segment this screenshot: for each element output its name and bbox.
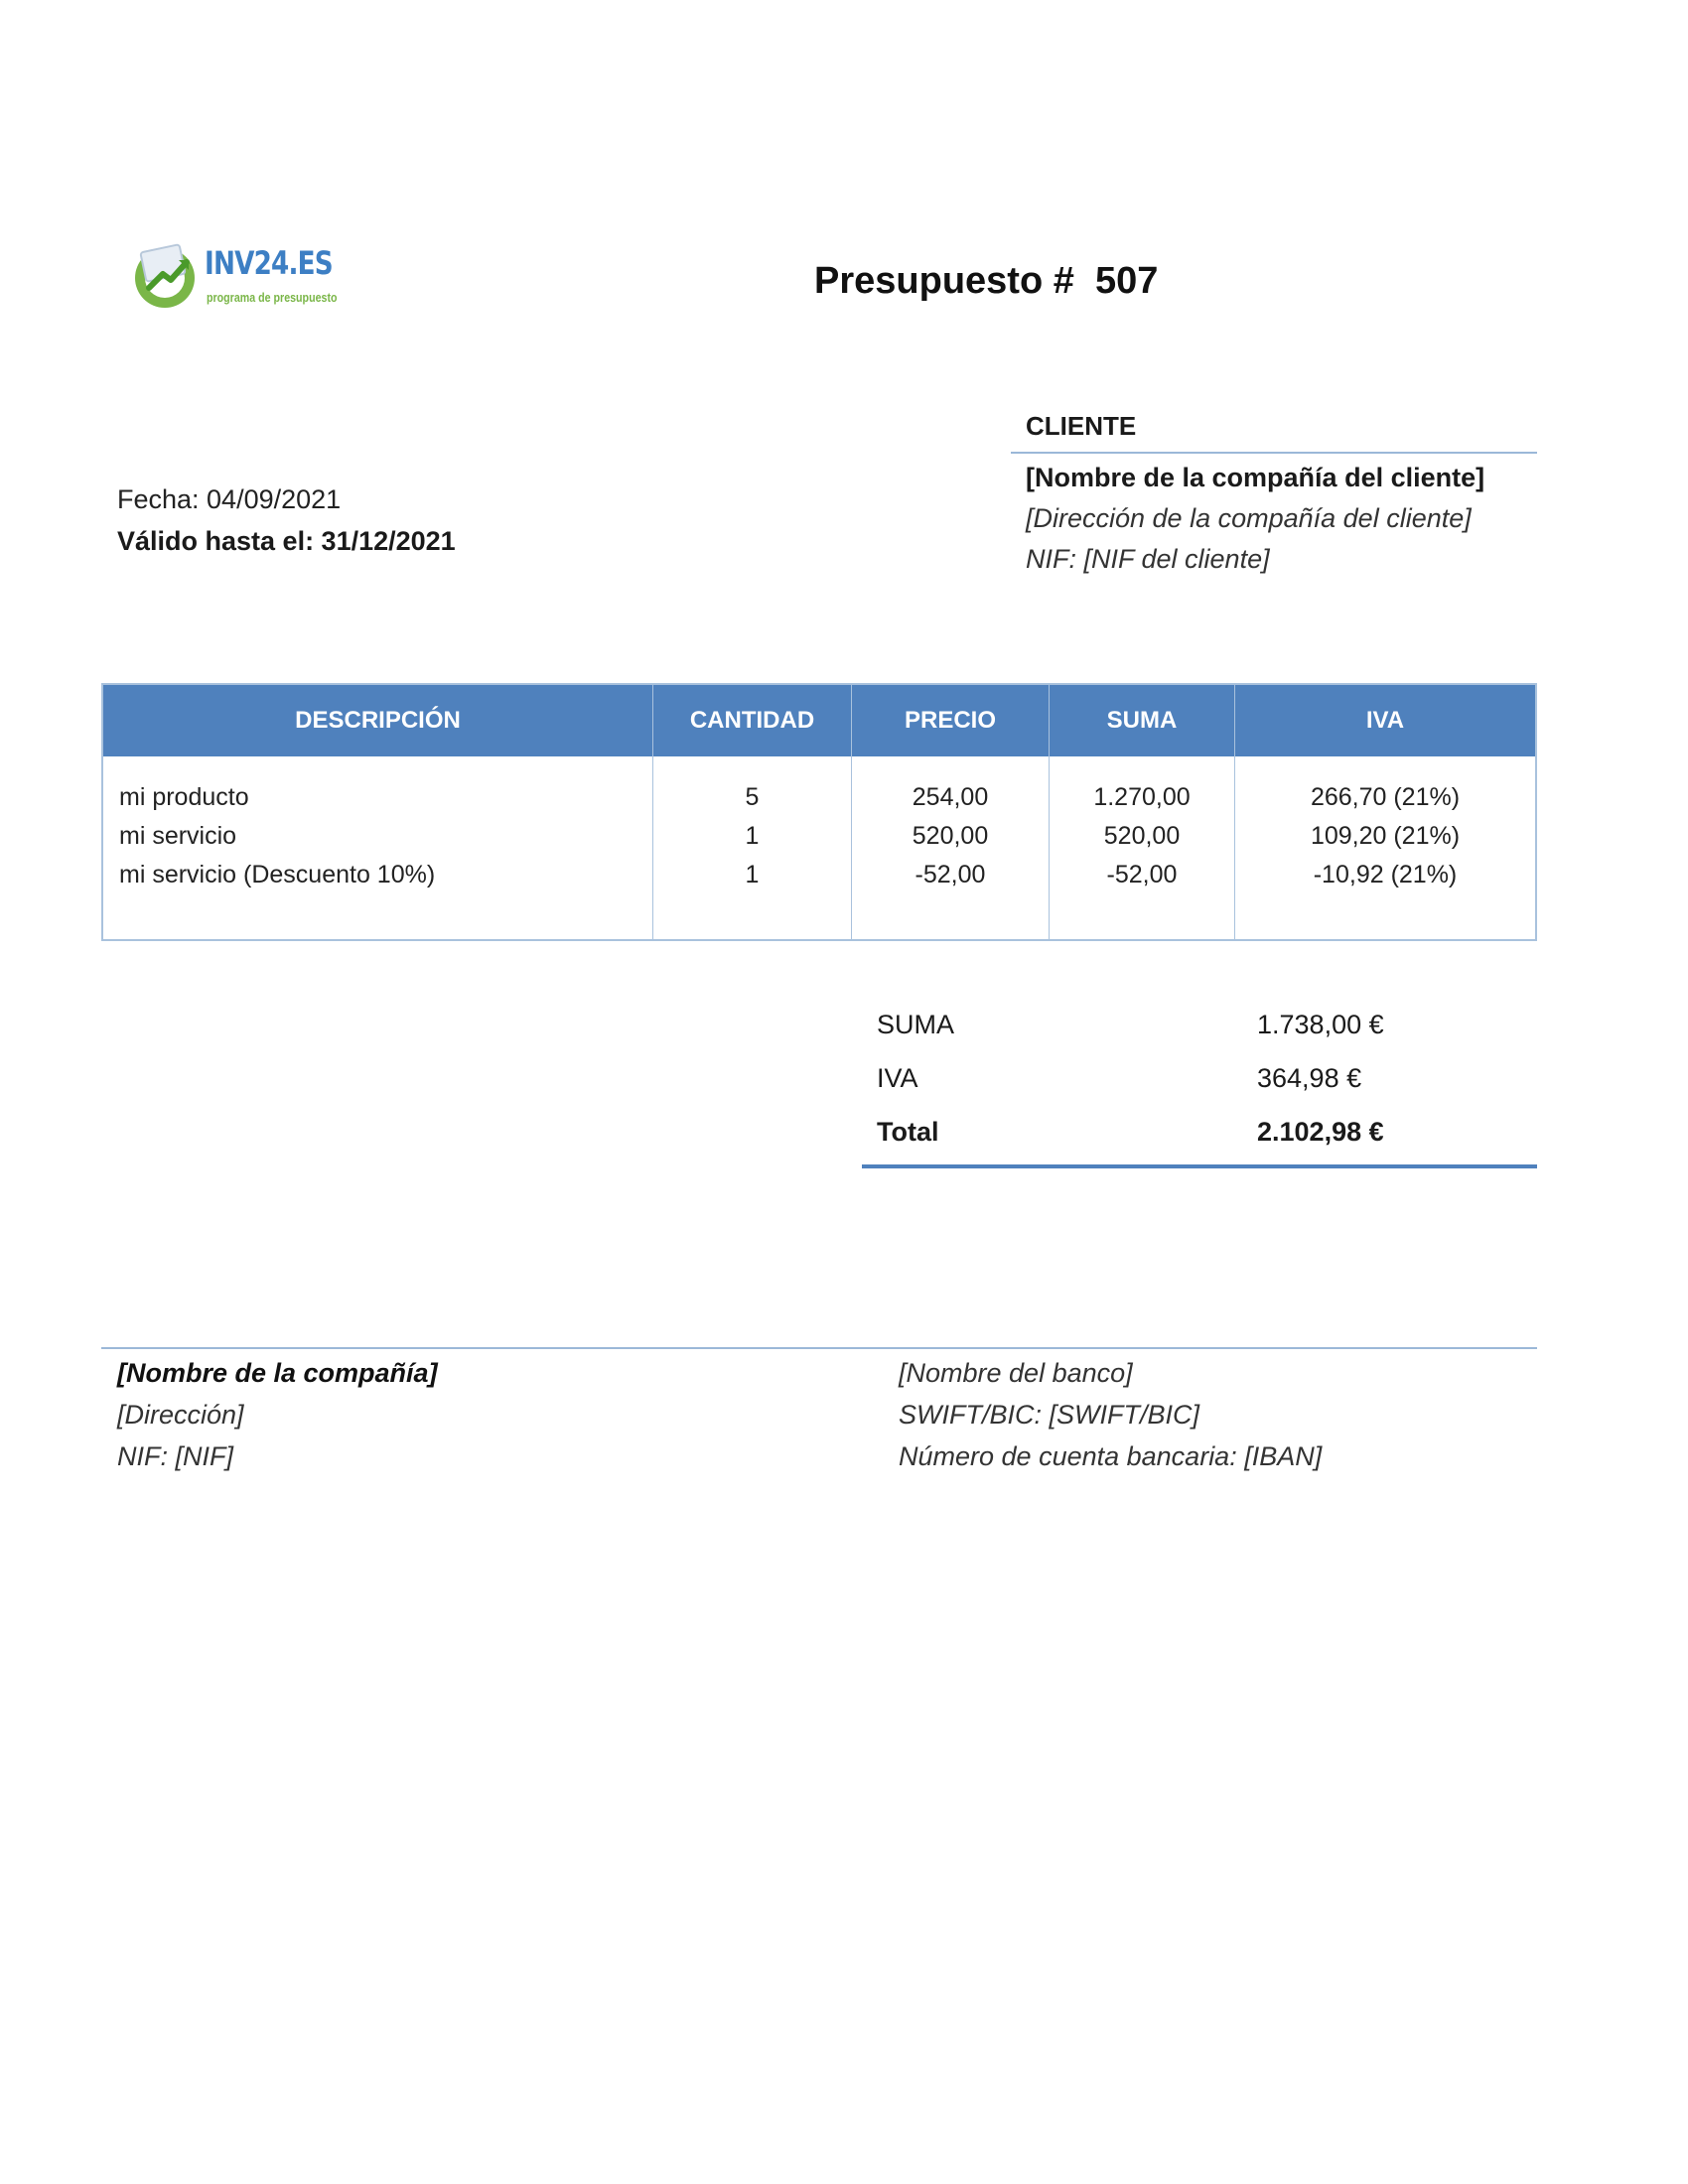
subtotal-value: 1.738,00 € [1257, 1010, 1384, 1039]
total-underline [862, 1164, 1537, 1168]
column-header-price: PRECIO [852, 685, 1050, 756]
quantity-column [653, 756, 852, 939]
vat-total-label: IVA [877, 1063, 918, 1093]
vat-total-value: 364,98 € [1257, 1063, 1362, 1093]
grand-total-value: 2.102,98 € [1257, 1117, 1384, 1147]
vat-total-row [862, 1051, 1537, 1105]
column-header-sum: SUMA [1050, 685, 1235, 756]
item-vat: -10,92 (21%) [1313, 861, 1458, 888]
item-vat: 109,20 (21%) [1310, 822, 1461, 850]
logo-emblem-icon [129, 238, 201, 310]
subtotal-row [862, 998, 1537, 1051]
company-logo [129, 238, 357, 318]
client-company-address: [Dirección de la compañía del cliente] [1026, 503, 1472, 533]
vat-column [1235, 756, 1535, 939]
column-header-description: DESCRIPCIÓN [103, 685, 653, 756]
item-vat: 266,70 (21%) [1310, 783, 1461, 811]
item-price: 254,00 [912, 783, 989, 811]
price-column [852, 756, 1050, 939]
column-header-quantity: CANTIDAD [653, 685, 852, 756]
valid-until-date: Válido hasta el: 31/12/2021 [117, 526, 456, 556]
items-table-header [103, 685, 1535, 756]
item-price: -52,00 [914, 861, 986, 888]
footer-company-name: [Nombre de la compañía] [117, 1358, 438, 1388]
item-quantity: 1 [745, 861, 760, 888]
item-sum: 520,00 [1103, 822, 1181, 850]
subtotal-label: SUMA [877, 1010, 955, 1039]
issue-date: Fecha: 04/09/2021 [117, 484, 342, 514]
item-description: mi servicio [119, 822, 237, 850]
footer-nif: NIF: [NIF] [117, 1441, 233, 1471]
client-nif: NIF: [NIF del cliente] [1026, 544, 1270, 574]
items-table [101, 683, 1537, 941]
footer-address: [Dirección] [117, 1400, 244, 1430]
footer-swift: SWIFT/BIC: [SWIFT/BIC] [899, 1400, 1199, 1430]
document-title: Presupuesto # 507 [814, 260, 1159, 302]
logo-brand: INV24.ES [205, 244, 333, 282]
item-sum: -52,00 [1106, 861, 1178, 888]
client-heading: CLIENTE [1026, 411, 1137, 441]
grand-total-label: Total [877, 1117, 939, 1147]
item-description: mi servicio (Descuento 10%) [119, 861, 436, 888]
footer-iban: Número de cuenta bancaria: [IBAN] [899, 1441, 1323, 1471]
item-sum: 1.270,00 [1093, 783, 1191, 811]
sum-column [1050, 756, 1235, 939]
description-column [103, 756, 653, 939]
items-table-body [103, 756, 1535, 939]
client-divider [1011, 452, 1537, 454]
footer-bank-name: [Nombre del banco] [899, 1358, 1133, 1388]
client-company-name: [Nombre de la compañía del cliente] [1026, 463, 1485, 492]
item-quantity: 5 [745, 783, 760, 811]
item-description: mi producto [119, 783, 249, 811]
logo-tagline: programa de presupuesto [207, 290, 338, 305]
totals-block [862, 998, 1537, 1159]
grand-total-row [862, 1105, 1537, 1159]
column-header-vat: IVA [1365, 707, 1405, 734]
item-quantity: 1 [745, 822, 760, 850]
item-price: 520,00 [912, 822, 989, 850]
footer-divider [101, 1347, 1537, 1349]
